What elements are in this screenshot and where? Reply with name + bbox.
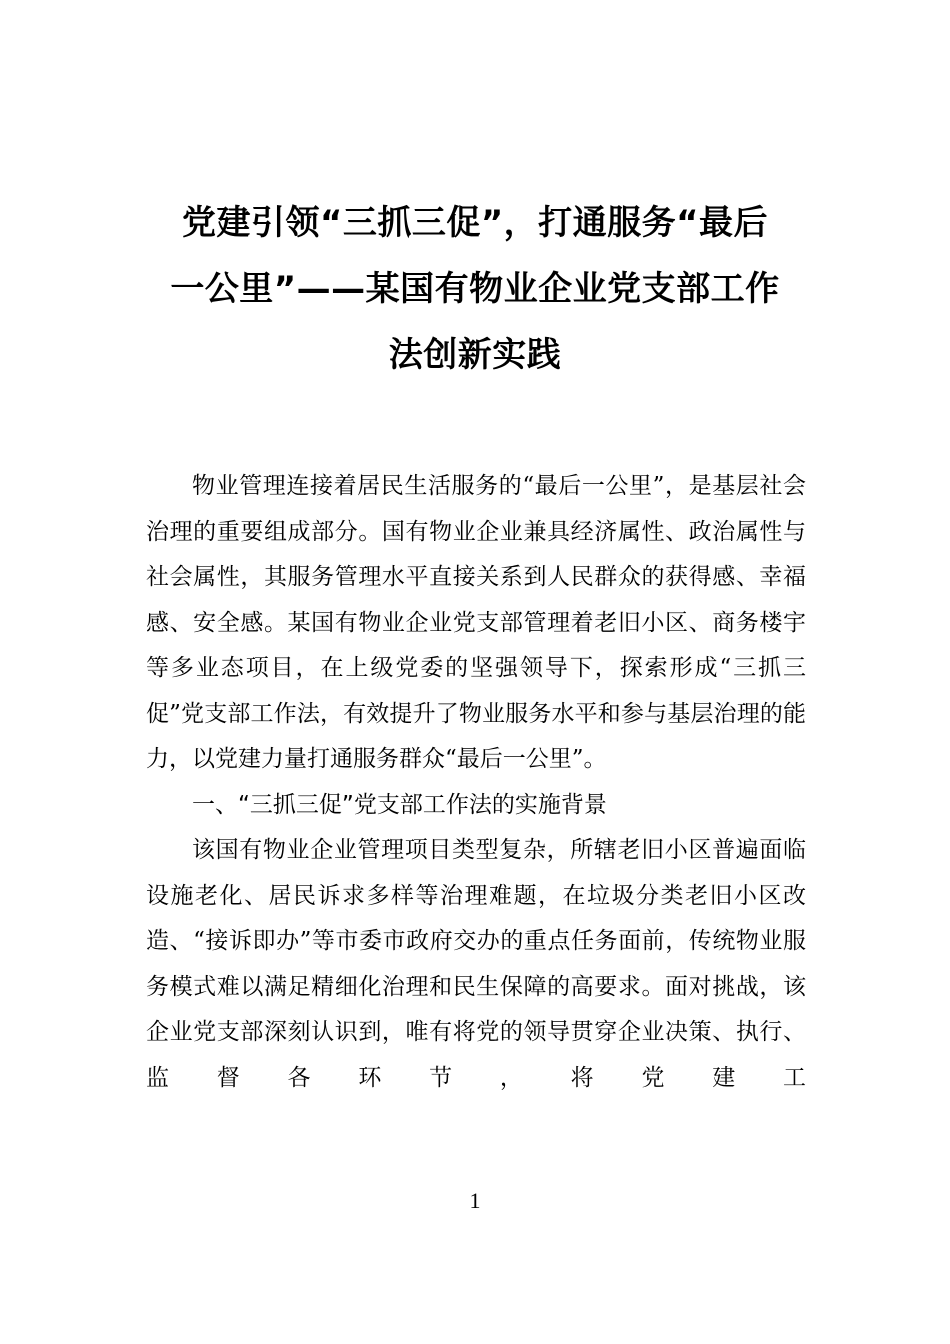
page-number: 1 <box>469 1188 481 1213</box>
section-heading-1: 一、“三抓三促”党支部工作法的实施背景 <box>192 791 607 818</box>
document-body <box>146 464 806 1101</box>
paragraph-background: 该国有物业企业管理项目类型复杂，所辖老旧小区普遍面临设施老化、居民诉求多样等治理难题，在垃圾分类老旧小区改造、“接诉即办”等市委市政府交办的重点任务面前，传统物业服务模式难以满足精细化治理和民生保障的高要求。面对挑战，该企业党支部深刻认识到，唯有将党的领导贯穿企业决策、执行、监督各环节，将党建工 <box>146 837 806 1091</box>
title-line-3: 法创新实践 <box>388 335 562 375</box>
document-title <box>140 190 810 388</box>
paragraph-intro: 物业管理连接着居民生活服务的“最后一公里”，是基层社会治理的重要组成部分。国有物业企业兼具经济属性、政治属性与社会属性，其服务管理水平直接关系到人民群众的获得感、幸福感、安全感。某国有物业企业党支部管理着老旧小区、商务楼宇等多业态项目，在上级党委的坚强领导下，探索形成“三抓三促”党支部工作法，有效提升了物业服务水平和参与基层治理的能力，以党建力量打通服务群众“最后一公里”。 <box>146 473 806 772</box>
title-line-1: 党建引领“三抓三促”，打通服务“最后 <box>181 203 769 243</box>
title-line-2: 一公里”——某国有物业企业党支部工作 <box>170 269 780 309</box>
